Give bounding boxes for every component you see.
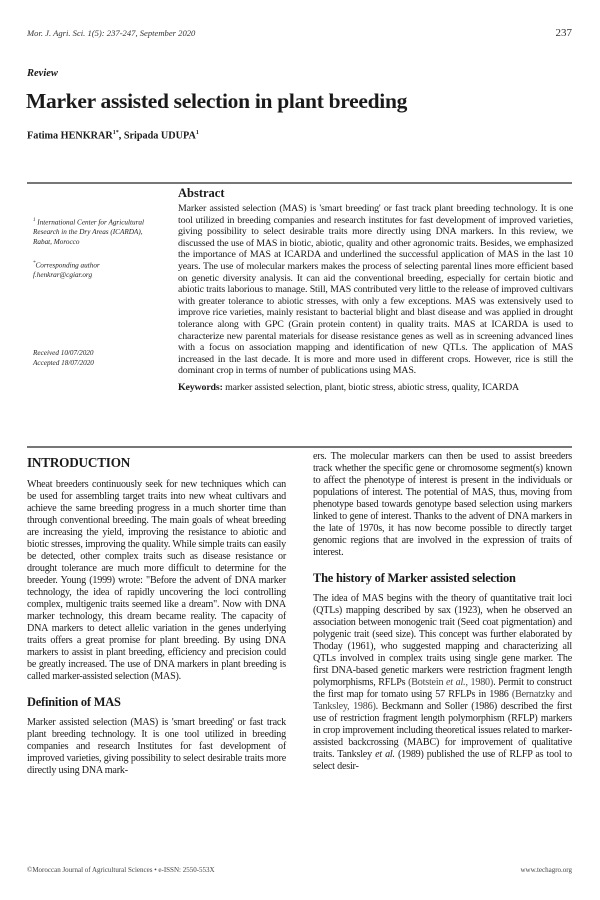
affiliation-note	[33, 216, 163, 248]
citation-etal: et al.	[375, 749, 395, 760]
citation-botstein[interactable]	[408, 677, 493, 688]
history-text: The idea of MAS begins with the theory of quantitative trait loci (QTLs) mapping described by sax (1923), when he observed an association between monogenic trait (Seed coat pigmentation) and polygenic trait (seed size). This concept was further elaborated by Thoday (1961), who suggested mapping and characterizing all QTLs involved in complex traits using single gene marker. The first DNA-based genetic markers were restriction fragment length polymorphisms, RFLPs	[313, 593, 572, 688]
citation-bernatzky[interactable]: (Bernatzky and Tanksley, 1986)	[313, 689, 573, 712]
running-head: Mor. J. Agri. Sci. 1(5): 237-247, September 2020	[27, 28, 196, 38]
page-number: 237	[555, 27, 572, 39]
abstract-heading: Abstract	[178, 186, 225, 200]
accepted-date: Accepted 18/07/2020	[33, 358, 94, 367]
abstract-text: Marker assisted selection (MAS) is 'smart breeding' or fast track plant breeding technology. It is one tool utilized in breeding companies and research institutes for fast development of improved varieties, giving possibility to select desirable traits more directly using DNA markers. In this review, we discussed the use of MAS in biotic, abiotic, quality and other agronomic traits. Besides, we emphasized the importance of MAS at ICARDA and underlined the successful application of MAS in the last 10 years. The use of molecular markers makes the process of selecting parental lines more efficient based on genetic diversity analysis. It can aid the conventional breeding, especially for certain biotic and abiotic traits laborious to manage. Still, MAS contributed very little to the release of improved cultivars with greater tolerance to abiotic stresses, with only a few exceptions. MAS was extensively used to improve rice varieties, mainly resistant to bacterial blight and blast disease and was applied in drought tolerance along with GPC (Grain protein content) in quality traits. MAS at ICARDA is used to characterize new parental materials for disease resistance genes as well as in screening advanced lines with a focus on association mapping and identification of new QTLs. The application of MAS increased in the last decade. It is more and more used in different crops. However, rice is still the dominant crop in terms of number of publications using MAS.	[178, 203, 573, 377]
affiliation-mark: 1	[33, 218, 36, 223]
article-title: Marker assisted selection in plant breeding	[26, 89, 408, 113]
author-affiliation-mark: 1	[195, 130, 199, 136]
introduction-paragraph: Wheat breeders continuously seek for new techniques which can be used for assembling target traits into new wheat cultivars and achieve the same breeding progress in a much shorter time than through conventional breeding. The main goals of wheat breeding are increasing the yield, improving the resistance to abiotic and biotic stresses, improving the quality. While simple traits can easily be detected, other complex traits such as disease resistance or drought tolerance are much more difficult to determine for the breeder. Young (1999) wrote: "Before the advent of DNA marker technology, the idea of rapidly uncovering the loci controlling complex, multigenic traits seemed like a dream". Now with DNA marker technology, this dream became reality. The capacity of DNA markers to detect allelic variation in the genes underlying traits offers a great promise for plant breeding. By using DNA markers to assist in plant breeding, efficiency and precision could be greatly increased. The use of DNA markers in plant breeding is called marker-assisted selection (MAS).	[27, 479, 286, 682]
keywords	[178, 382, 573, 394]
corresponding-author-note	[33, 259, 163, 281]
article-dates	[33, 349, 163, 369]
corresponding-label: Corresponding author	[35, 261, 100, 270]
citation-etal: et al.	[446, 677, 466, 688]
abstract-divider	[27, 446, 572, 448]
body-column-left	[27, 455, 286, 777]
affiliation-text: International Center for Agricultural Research in the Dry Areas (ICARDA), Rabat, Morocco	[33, 218, 144, 246]
history-text: (1989) published the use of RLFP as tool to select desir-	[313, 749, 572, 772]
keywords-list: marker assisted selection, plant, biotic stress, abiotic stress, quality, ICARDA	[225, 381, 520, 393]
journal-footer: ©Moroccan Journal of Agricultural Sciences • e-ISSN: 2550-553X	[27, 866, 215, 874]
corresponding-email-link[interactable]: f.henkrar@cgiar.org	[33, 271, 93, 280]
definition-heading: Definition of MAS	[27, 695, 121, 709]
abstract-section	[178, 186, 573, 394]
author-name: Sripada UDUPA	[123, 130, 196, 142]
introduction-heading: INTRODUCTION	[27, 455, 131, 470]
top-divider	[27, 182, 572, 184]
citation-text: (Botstein	[408, 677, 447, 688]
article-type: Review	[27, 68, 58, 79]
author-list	[27, 130, 199, 141]
history-paragraph	[313, 593, 572, 773]
definition-paragraph-start: Marker assisted selection (MAS) is 'smart breeding' or fast track plant breeding technology. It is one tool utilized in breeding companies and research Institutes for fast development of improved varieties, giving possibility to select desirable traits more directly using DNA mark-	[27, 717, 286, 776]
history-text: . Permit to construct the first map for tomato using 57 RFLPs in 1986	[313, 677, 572, 700]
author-separator: ,	[118, 130, 124, 142]
history-heading: The history of Marker assisted selection	[313, 571, 516, 585]
body-column-right	[313, 451, 572, 773]
author-affiliation-mark: 1*	[112, 130, 119, 136]
history-text: . Beckmann and Soller (1986) described the first use of restriction fragment length polymorphism (RFLP) markers in crop improvement including theoretical issues related to marker-assisted backcrossing (MABC) for improvement of qualitative traits. Tanksley	[313, 701, 573, 760]
journal-website-link[interactable]: www.techagro.org	[520, 866, 572, 874]
author-name: Fatima HENKRAR	[27, 130, 113, 142]
received-date: Received 10/07/2020	[33, 349, 94, 357]
corresponding-mark: *	[33, 261, 36, 266]
definition-paragraph-continued: ers. The molecular markers can then be used to assist breeders track whether the specific gene or chromosome segment(s) known to affect the phenotype of interest is present in the individuals or populations of interest. The potential of MAS, thus, moving from phenotype based towards genotype based selection using markers linked to gene of interest. Thanks to the advent of DNA markers in the late of 1970s, it has now become possible to directly target genomic regions that are involved in the expression of traits of interest.	[313, 451, 572, 558]
citation-text: , 1980)	[465, 677, 494, 688]
keywords-label: Keywords:	[178, 381, 223, 393]
